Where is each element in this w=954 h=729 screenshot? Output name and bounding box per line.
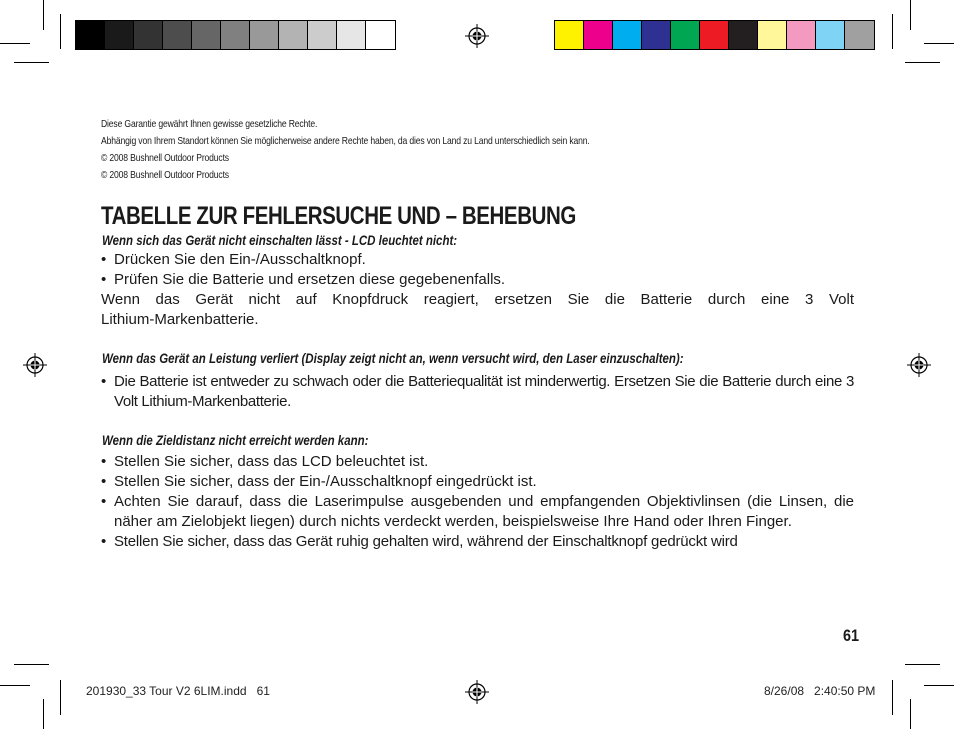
list-item-text: Prüfen Sie die Batterie und ersetzen diese gegebenenfalls. [114, 271, 506, 288]
color-swatch [337, 21, 366, 49]
list-item-text: Achten Sie darauf, dass die Laserimpulse ausgebenden und empfangenden Objektivlinsen (die Linsen, die näher am Zielobjekt liegen) durch nichts verdeckt werden, beispielsweise Ihre Hand oder Ihren Finger. [114, 493, 854, 530]
color-swatch [250, 21, 279, 49]
crop-mark [910, 0, 911, 30]
color-swatch [105, 21, 134, 49]
crop-mark [14, 664, 49, 665]
color-swatch [787, 21, 816, 49]
section-paragraph: Wenn das Gerät nicht auf Knopfdruck reagiert, ersetzen Sie die Batterie durch eine 3 Volt Lithium-Markenbatterie. [101, 291, 854, 328]
grayscale-color-bar [75, 20, 396, 50]
list-item-text: Stellen Sie sicher, dass das LCD beleuchtet ist. [114, 453, 429, 470]
color-swatch [758, 21, 787, 49]
copyright-line: © 2008 Bushnell Outdoor Products [101, 169, 229, 181]
slug-filename: 201930_33 Tour V2 6LIM.indd 61 [86, 684, 270, 698]
color-swatch [366, 21, 395, 49]
list-item-text: Drücken Sie den Ein-/Ausschaltknopf. [114, 251, 366, 268]
section-body [101, 372, 854, 412]
registration-mark-icon [23, 353, 47, 377]
bullet-marker: • [101, 373, 107, 390]
crop-mark [60, 680, 61, 715]
color-swatch [308, 21, 337, 49]
section-body [101, 452, 854, 552]
color-swatch [555, 21, 584, 49]
color-swatch [845, 21, 874, 49]
section-body [101, 250, 854, 330]
list-item [101, 492, 854, 532]
color-swatch [76, 21, 105, 49]
crop-mark [910, 699, 911, 729]
copyright-line: © 2008 Bushnell Outdoor Products [101, 152, 229, 164]
bullet-marker: • [101, 533, 107, 550]
crop-mark [0, 43, 30, 44]
list-item [101, 452, 854, 472]
crop-mark [924, 43, 954, 44]
color-swatch [134, 21, 163, 49]
list-item-text: Stellen Sie sicher, dass der Ein-/Ausschaltknopf eingedrückt ist. [114, 473, 537, 490]
crop-mark [905, 62, 940, 63]
list-item [101, 250, 854, 270]
slug-timestamp: 8/26/08 2:40:50 PM [764, 684, 876, 698]
color-swatch [816, 21, 845, 49]
list-item [101, 532, 854, 552]
color-swatch [729, 21, 758, 49]
bullet-marker: • [101, 453, 107, 470]
crop-mark [905, 664, 940, 665]
crop-mark [892, 14, 893, 49]
process-color-bar [554, 20, 875, 50]
crop-mark [892, 680, 893, 715]
crop-mark [14, 62, 49, 63]
crop-mark [924, 685, 954, 686]
page-title: TABELLE ZUR FEHLERSUCHE UND – BEHEBUNG [101, 202, 576, 230]
color-swatch [671, 21, 700, 49]
bullet-marker: • [101, 251, 107, 268]
color-swatch [279, 21, 308, 49]
legal-line: Diese Garantie gewährt Ihnen gewisse gesetzliche Rechte. [101, 118, 318, 130]
list-item [101, 472, 854, 492]
color-swatch [642, 21, 671, 49]
bullet-marker: • [101, 473, 107, 490]
color-swatch [163, 21, 192, 49]
list-item-text: Die Batterie ist entweder zu schwach oder die Batteriequalität ist minderwertig. Ersetzen Sie die Batterie durch eine 3 Volt Lithium-Markenbatterie. [114, 373, 854, 410]
registration-mark-icon [907, 353, 931, 377]
crop-mark [43, 699, 44, 729]
page-number: 61 [843, 626, 860, 645]
color-swatch [700, 21, 729, 49]
section-title: Wenn das Gerät an Leistung verliert (Display zeigt nicht an, wenn versucht wird, den Laser einzuschalten): [102, 350, 684, 366]
warranty-legal-text [101, 116, 839, 184]
crop-mark [60, 14, 61, 49]
color-swatch [613, 21, 642, 49]
section-title: Wenn sich das Gerät nicht einschalten lässt - LCD leuchtet nicht: [102, 232, 458, 248]
color-swatch [192, 21, 221, 49]
bullet-marker: • [101, 493, 107, 510]
registration-mark-icon [465, 24, 489, 48]
color-swatch [221, 21, 250, 49]
bullet-marker: • [101, 271, 107, 288]
color-swatch [584, 21, 613, 49]
registration-mark-icon [465, 680, 489, 704]
list-item-text: Stellen Sie sicher, dass das Gerät ruhig gehalten wird, während der Einschaltknopf gedrückt wird [114, 533, 738, 550]
section-title: Wenn die Zieldistanz nicht erreicht werden kann: [102, 432, 369, 448]
list-item [101, 372, 854, 412]
list-item [101, 270, 854, 290]
legal-line: Abhängig von Ihrem Standort können Sie möglicherweise andere Rechte haben, da dies von Land zu Land unterschiedlich sein kann. [101, 135, 590, 147]
crop-mark [43, 0, 44, 30]
crop-mark [0, 685, 30, 686]
